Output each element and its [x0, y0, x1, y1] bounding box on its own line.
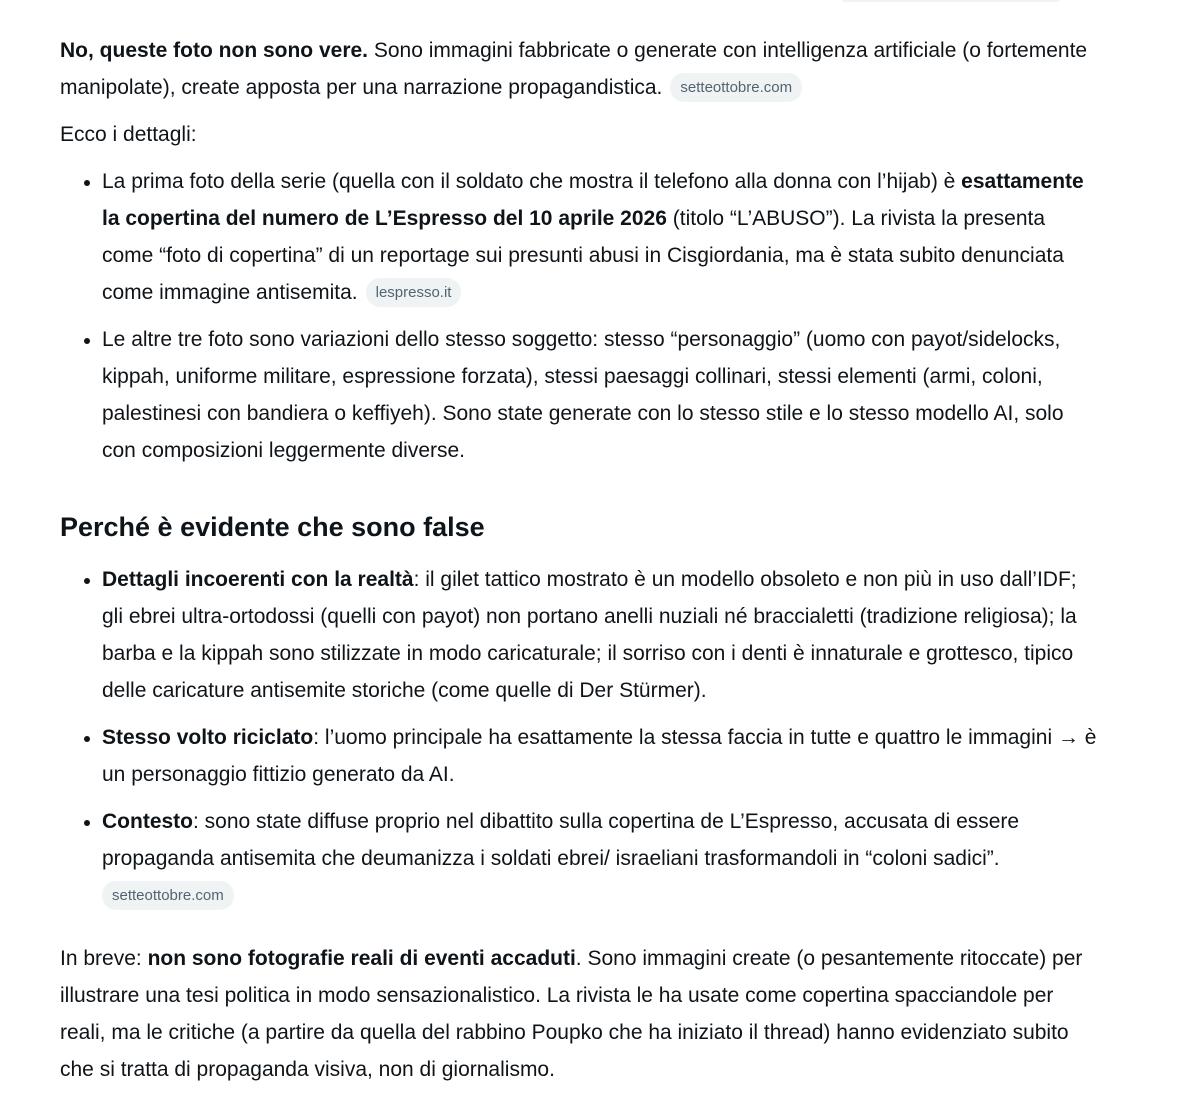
list-item	[102, 719, 1100, 793]
list-item	[102, 803, 1100, 914]
details-list	[60, 163, 1100, 469]
detail-text-pre: La prima foto della serie (quella con il soldato che mostra il telefono alla donna con l’hijab) è	[102, 170, 962, 193]
detail-text-post: (titolo “L’ABUSO”). La rivista la presenta come “foto di copertina” di un reportage sui presunti abusi in Cisgiordania, ma è stata subito denunciata come immagine antisemita.	[102, 207, 1064, 304]
response-body	[60, 30, 1100, 1088]
reasons-list	[60, 561, 1100, 914]
list-item	[102, 561, 1100, 709]
section-heading: Perché è evidente che sono false	[60, 512, 485, 542]
intro-text: Sono immagini fabbricate o generate con intelligenza artificiale (o fortemente manipolate), create apposta per una narrazione propagandistica.	[60, 39, 1088, 99]
source-chip-lespresso[interactable]: lespresso.it	[366, 278, 462, 307]
reason-text: : il gilet tattico mostrato è un modello obsoleto e non più in uso dall’IDF; gli ebrei ultra-ortodossi (quelli con payot) non portano anelli nuziali né braccialetti (tradizione religiosa); la barba e la kippah sono stilizzate in modo caricaturale; il sorriso con i denti è innaturale e grottesco, tipico delle caricature antisemite storiche (come quelle di Der Stürmer).	[102, 568, 1077, 702]
details-label: Ecco i dettagli:	[60, 123, 197, 146]
source-chip-setteottobre[interactable]: setteottobre.com	[102, 881, 234, 910]
summary-paragraph	[60, 940, 1100, 1088]
intro-bold: No, queste foto non sono vere.	[60, 39, 369, 62]
summary-post: . Sono immagini create (o pesantemente ritoccate) per illustrare una tesi politica in modo sensazionalistico. La rivista le ha usate come copertina spacciandole per reali, ma le critiche (a partire da quella del rabbino Poupko che ha iniziato il thread) hanno evidenziato subito che si tratta di propaganda visiva, non di giornalismo.	[60, 947, 1083, 1081]
detail-bold: esattamente la copertina del numero de L’Espresso del 10 aprile 2026	[102, 170, 1084, 230]
reason-title: Contesto	[102, 810, 193, 833]
summary-bold: non sono fotografie reali di eventi accaduti	[147, 947, 576, 970]
intro-paragraph	[60, 32, 1100, 106]
source-chip-setteottobre[interactable]: setteottobre.com	[670, 73, 802, 102]
reason-title: Stesso volto riciclato	[102, 726, 314, 749]
reason-text: : l’uomo principale ha esattamente la stessa faccia in tutte e quattro le immagini → è un personaggio fittizio generato da AI.	[102, 726, 1097, 786]
list-item	[102, 321, 1100, 469]
detail-text: Le altre tre foto sono variazioni dello stesso soggetto: stesso “personaggio” (uomo con payot/sidelocks, kippah, uniforme militare, espressione forzata), stessi paesaggi collinari, stessi elementi (armi, coloni, palestinesi con bandiera o keffiyeh). Sono state generate con lo stesso stile e lo stesso modello AI, solo con composizioni leggermente diverse.	[102, 328, 1064, 462]
reason-title: Dettagli incoerenti con la realtà	[102, 568, 414, 591]
list-item	[102, 163, 1100, 311]
summary-pre: In breve:	[60, 947, 148, 970]
reason-text: : sono state diffuse proprio nel dibattito sulla copertina de L’Espresso, accusata di essere propaganda antisemita che deumanizza i soldati ebrei/ israeliani trasformandoli in “coloni sadici”.	[102, 810, 1020, 870]
previous-source-chip-edge	[840, 0, 1062, 2]
